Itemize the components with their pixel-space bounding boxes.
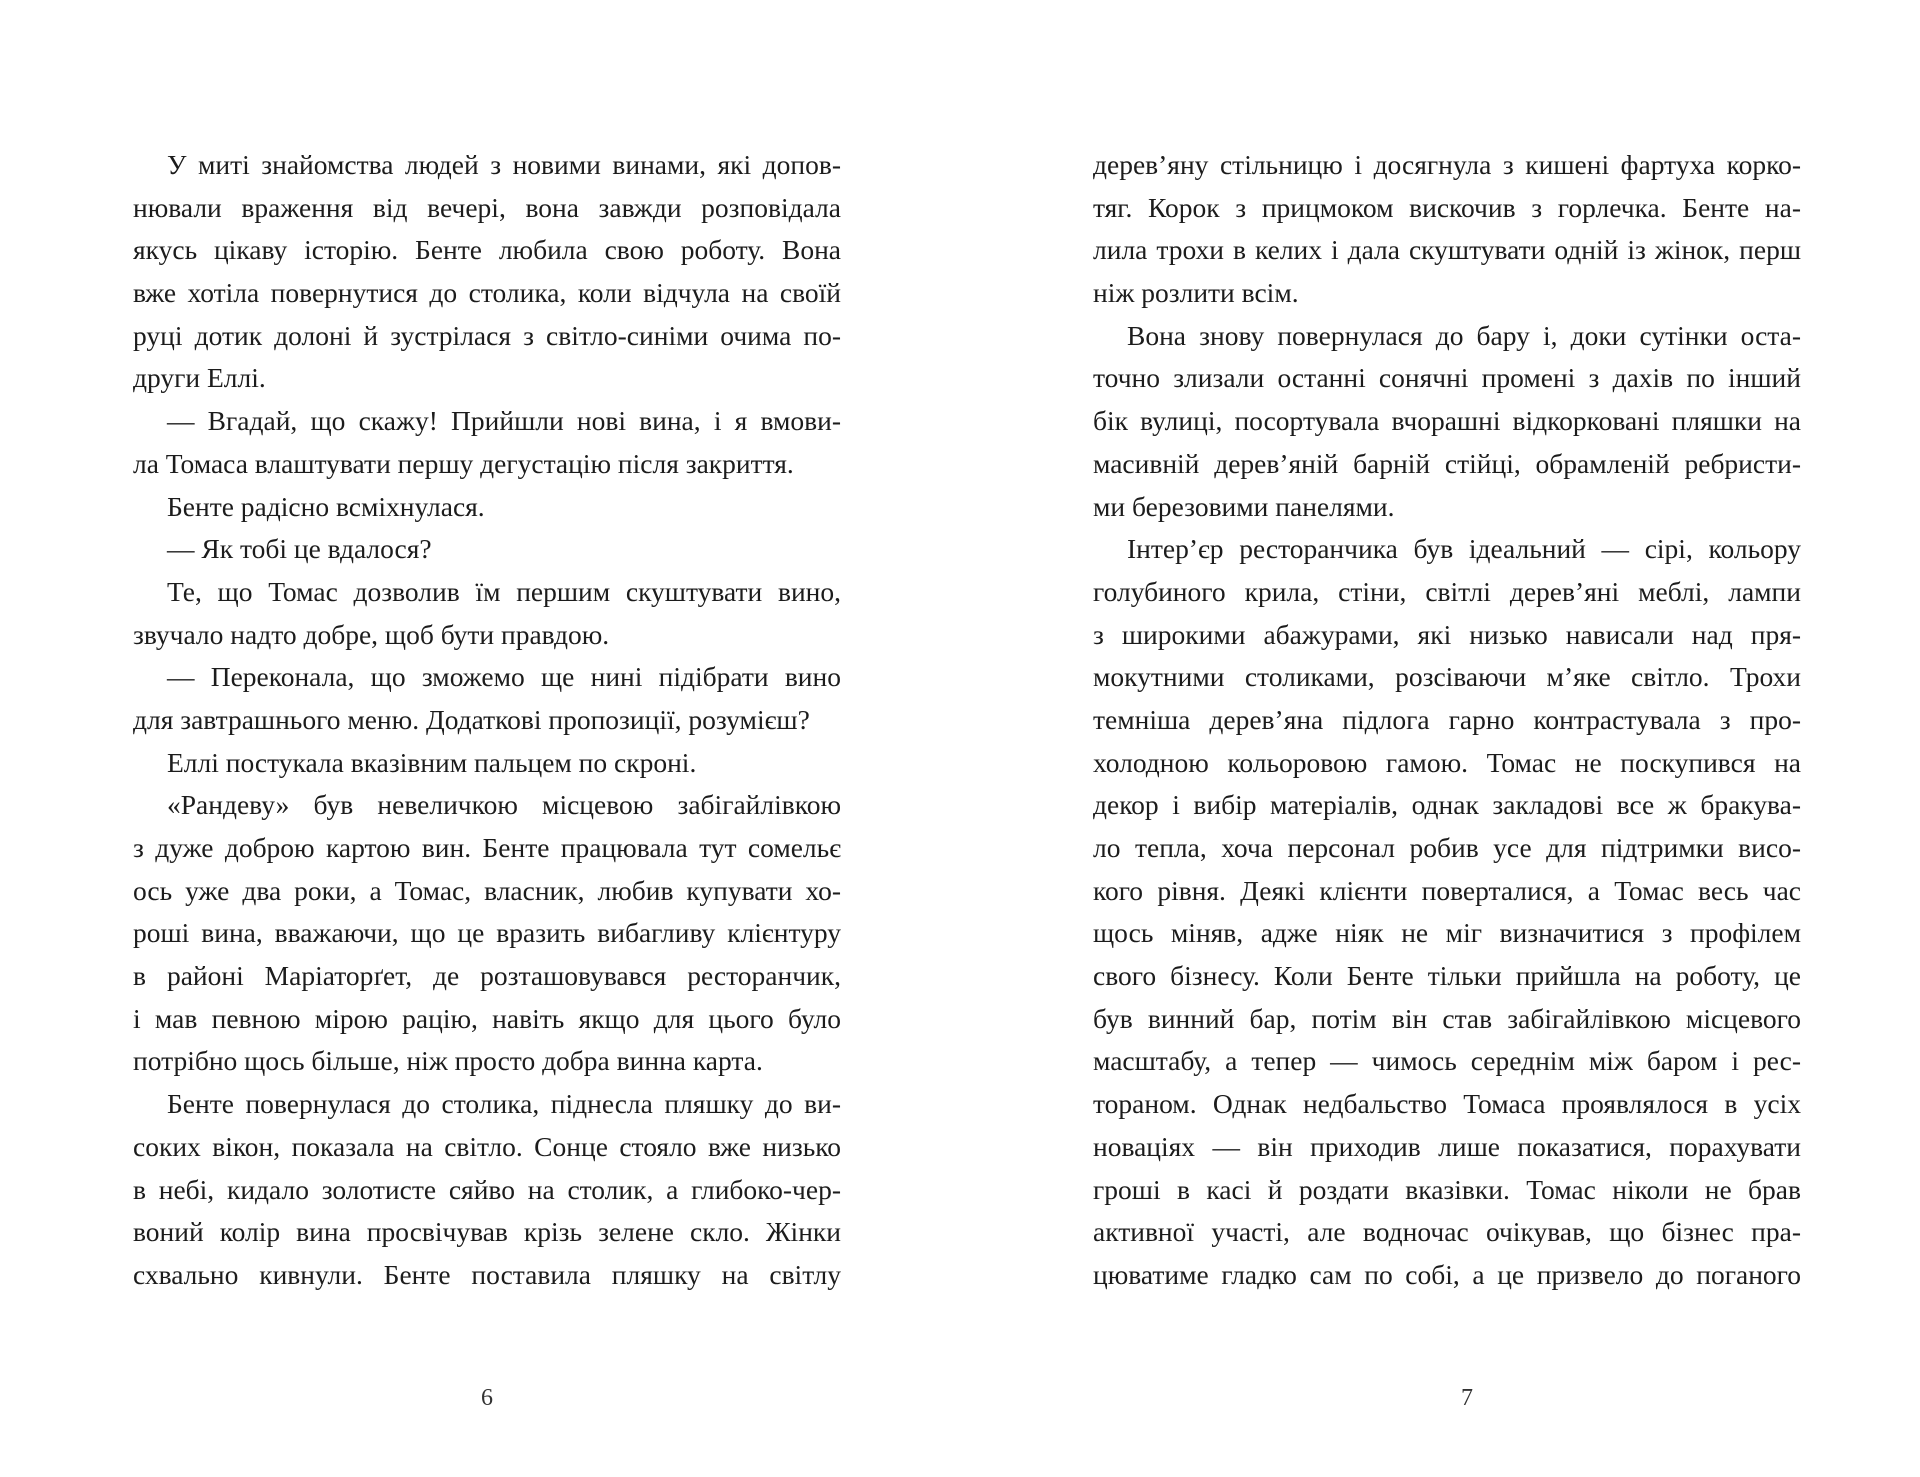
text-line: ла Томаса влаштувати першу дегустацію після закриття. bbox=[133, 447, 794, 479]
text-line: руці дотик долоні й зустрілася з світло-синіми очима по- bbox=[133, 319, 841, 351]
text-line: — Як тобі це вдалося? bbox=[167, 533, 432, 565]
text-line: ми березовими панелями. bbox=[1093, 490, 1395, 522]
text-line: точно злизали останні сонячні промені з дахів по інший bbox=[1093, 362, 1801, 394]
left-page-text bbox=[133, 144, 841, 1297]
text-line: з дуже доброю картою вин. Бенте працювала тут сомельє bbox=[133, 832, 841, 863]
text-line: Вона знову повернулася до бару і, доки сутінки оста- bbox=[1127, 319, 1801, 351]
text-line: лила трохи в келих і дала скуштувати одній із жінок, перш bbox=[1093, 234, 1801, 266]
text-line: активної участі, але водночас очікував, що бізнес пра- bbox=[1093, 1216, 1801, 1248]
text-line: голубиного крила, стіни, світлі дерев’яні меблі, лампи bbox=[1093, 575, 1801, 607]
text-line: — Переконала, що зможемо ще нині підібрати вино bbox=[167, 661, 841, 693]
text-line: Еллі постукала вказівним пальцем по скроні. bbox=[167, 746, 697, 778]
text-line: Те, що Томас дозволив їм першим скуштувати вино, bbox=[167, 575, 841, 607]
page-number-right: 7 bbox=[1461, 1385, 1473, 1411]
text-line: масивній дерев’яній барній стійці, обрамленій ребристи- bbox=[1093, 447, 1801, 479]
text-line: бік вулиці, посортувала вчорашні відкорковані пляшки на bbox=[1093, 405, 1801, 437]
text-line: Інтер’єр ресторанчика був ідеальний — сірі, кольору bbox=[1127, 533, 1801, 565]
text-line: тяг. Корок з прицмоком вискочив з горлечка. Бенте на- bbox=[1093, 191, 1801, 223]
text-line: воний колір вина просвічував крізь зелене скло. Жінки bbox=[133, 1216, 841, 1248]
text-line: свого бізнесу. Коли Бенте тільки прийшла на роботу, це bbox=[1093, 960, 1801, 992]
text-line: «Рандеву» був невеличкою місцевою забігайлівкою bbox=[167, 789, 841, 821]
text-line: Бенте повернулася до столика, піднесла пляшку до ви- bbox=[167, 1088, 841, 1120]
text-line: — Вгадай, що скажу! Прийшли нові вина, і я вмови- bbox=[167, 405, 841, 437]
text-line: гроші в касі й роздати вказівки. Томас ніколи не брав bbox=[1093, 1173, 1801, 1205]
text-line: ло тепла, хоча персонал робив усе для підтримки висо- bbox=[1093, 832, 1801, 863]
text-line: ось уже два роки, а Томас, власник, любив купувати хо- bbox=[133, 874, 841, 906]
text-line: Бенте радісно всміхнулася. bbox=[167, 490, 485, 522]
text-line: нювали враження від вечері, вона завжди розповідала bbox=[133, 191, 841, 223]
text-line: декор і вибір матеріалів, однак закладові все ж бракува- bbox=[1093, 789, 1801, 821]
text-line: дерев’яну стільницю і досягнула з кишені фартуха корко- bbox=[1093, 149, 1801, 180]
text-line: цюватиме гладко сам по собі, а це призвело до поганого bbox=[1093, 1258, 1801, 1290]
text-line: з широкими абажурами, які низько нависали над пря- bbox=[1093, 618, 1801, 650]
text-line: вже хотіла повернутися до столика, коли відчула на своїй bbox=[133, 277, 841, 309]
text-line: схвально кивнули. Бенте поставила пляшку на світлу bbox=[133, 1258, 841, 1290]
text-line: други Еллі. bbox=[133, 362, 266, 394]
text-line: кого рівня. Деякі клієнти поверталися, а Томас весь час bbox=[1093, 874, 1801, 906]
text-line: холодною кольоровою гамою. Томас не поскупився на bbox=[1093, 746, 1801, 778]
text-line: і мав певною мірою рацію, навіть якщо для цього було bbox=[133, 1002, 841, 1034]
text-line: У миті знайомства людей з новими винами, які допов- bbox=[167, 149, 841, 180]
text-line: щось міняв, адже ніяк не міг визначитися з профілем bbox=[1093, 917, 1801, 949]
right-page bbox=[960, 0, 1920, 1477]
text-line: потрібно щось більше, ніж просто добра винна карта. bbox=[133, 1045, 763, 1077]
text-line: в небі, кидало золотисте сяйво на столик, а глибоко-чер- bbox=[133, 1173, 841, 1205]
text-line: якусь цікаву історію. Бенте любила свою роботу. Вона bbox=[133, 234, 841, 266]
text-line: новаціях — він приходив лише показатися, порахувати bbox=[1093, 1130, 1801, 1162]
text-line: для завтрашнього меню. Додаткові пропозиції, розумієш? bbox=[133, 703, 810, 735]
text-line: звучало надто добре, щоб бути правдою. bbox=[133, 618, 610, 650]
text-line: соких вікон, показала на світло. Сонце стояло вже низько bbox=[133, 1130, 841, 1162]
page-number-left: 6 bbox=[481, 1385, 493, 1411]
text-line: масштабу, а тепер — чимось середнім між баром і рес- bbox=[1093, 1045, 1801, 1077]
text-line: ніж розлити всім. bbox=[1093, 277, 1299, 309]
text-line: тораном. Однак недбальство Томаса проявлялося в усіх bbox=[1093, 1088, 1801, 1120]
text-line: роші вина, вважаючи, що це вразить вибагливу клієнтуру bbox=[133, 917, 841, 949]
text-line: темніша дерев’яна підлога гарно контрастувала з про- bbox=[1093, 703, 1801, 735]
text-line: мокутними столиками, розсіваючи м’яке світло. Трохи bbox=[1093, 661, 1801, 693]
right-page-text bbox=[1093, 144, 1801, 1297]
text-line: в районі Маріаторґет, де розташовувався ресторанчик, bbox=[133, 960, 841, 992]
text-line: був винний бар, потім він став забігайлівкою місцевого bbox=[1093, 1002, 1801, 1034]
